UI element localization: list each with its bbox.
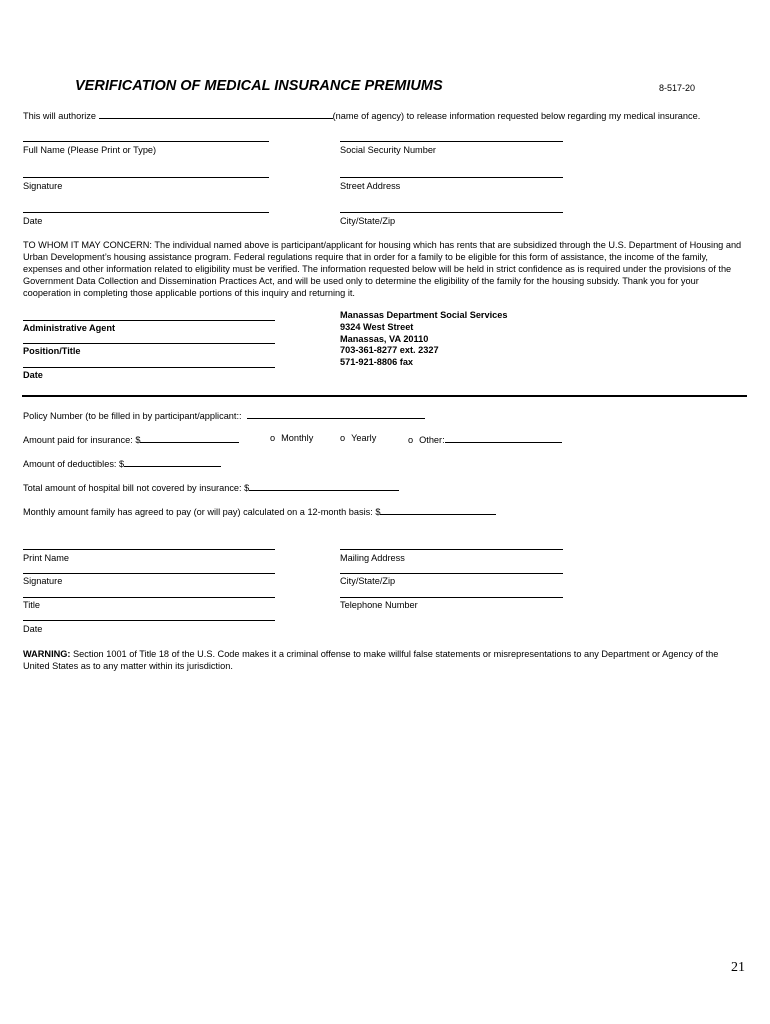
insurer-city-state-zip-label: City/State/Zip: [340, 576, 396, 586]
position-title-label: Position/Title: [23, 346, 81, 356]
hospital-bill-row: [23, 481, 399, 493]
insurer-date-line[interactable]: [23, 620, 275, 621]
full-name-label: Full Name (Please Print or Type): [23, 145, 157, 155]
insurer-title-line[interactable]: [23, 597, 275, 598]
agency-address: [340, 310, 508, 369]
admin-agent-line[interactable]: [23, 320, 275, 321]
position-title-line[interactable]: [23, 343, 275, 344]
agency-city: Manassas, VA 20110: [340, 333, 429, 344]
insurer-signature-line[interactable]: [23, 573, 275, 574]
signature-label: Signature: [23, 181, 63, 191]
city-state-zip-label: City/State/Zip: [340, 216, 396, 226]
authorization-line: [23, 109, 700, 121]
agency-phone: 703-361-8277 ext. 2327: [340, 345, 439, 356]
option-other[interactable]: [408, 433, 562, 445]
agency-street: 9324 West Street: [340, 321, 414, 332]
signature-line[interactable]: [23, 177, 269, 178]
warning-paragraph: [23, 648, 743, 672]
agent-date-line[interactable]: [23, 367, 275, 368]
print-name-label: Print Name: [23, 553, 69, 563]
deductibles-label: Amount of deductibles: $: [23, 459, 125, 469]
agency-fax: 571-921-8806 fax: [340, 357, 414, 368]
street-address-line[interactable]: [340, 177, 563, 178]
hospital-bill-label: Total amount of hospital bill not covered by insurance: $: [23, 483, 250, 493]
telephone-label: Telephone Number: [340, 600, 418, 610]
monthly-pay-field[interactable]: [380, 505, 496, 515]
amount-paid-label: Amount paid for insurance: $: [23, 435, 141, 445]
hospital-bill-field[interactable]: [249, 481, 399, 491]
option-monthly[interactable]: [270, 433, 313, 443]
warning-label: WARNING:: [23, 649, 71, 659]
other-field[interactable]: [445, 433, 562, 443]
ssn-label: Social Security Number: [340, 145, 436, 155]
warning-text: Section 1001 of Title 18 of the U.S. Code makes it a criminal offense to make willful false statements or misrepresentations to any Department or Agency of the United States as to any matter within its jurisdiction.: [23, 649, 719, 672]
telephone-line[interactable]: [340, 597, 563, 598]
agency-name-field[interactable]: [99, 109, 333, 119]
insurer-date-label: Date: [23, 624, 43, 634]
deductibles-row: [23, 457, 221, 469]
radio-circle-icon[interactable]: o: [408, 435, 414, 445]
mailing-address-line[interactable]: [340, 549, 563, 550]
option-yearly[interactable]: [340, 433, 376, 443]
city-state-zip-line[interactable]: [340, 212, 563, 213]
date-label: Date: [23, 216, 43, 226]
amount-paid-label-row: [23, 433, 239, 445]
agency-name: Manassas Department Social Services: [340, 310, 508, 320]
form-title: VERIFICATION OF MEDICAL INSURANCE PREMIUMS: [75, 78, 443, 94]
insurer-signature-label: Signature: [23, 576, 63, 586]
concern-paragraph: TO WHOM IT MAY CONCERN: The individual named above is participant/applicant for housing which has rents that are subsidized through the U.S. Department of Housing and Urban Development’s housing assistance program. Federal regulations require that in order for a family to be eligible for this form of assistance, the income of the family, expenses and other information related to eligibility must be verified. The information requested below will be held in strict confidence as is required under the provisions of the Government Data Collection and Dissemination Practices Act, and will be used only to determine the eligibility of the family for the housing subsidy. Thank you for your cooperation in completing those applicable portions of this inquiry and returning it.: [23, 240, 742, 299]
option-other-label: Other:: [419, 435, 445, 445]
full-name-line[interactable]: [23, 141, 269, 142]
monthly-pay-label: Monthly amount family has agreed to pay (or will pay) calculated on a 12-month basis: $: [23, 507, 381, 517]
deductibles-field[interactable]: [124, 457, 221, 467]
radio-circle-icon[interactable]: o: [270, 433, 276, 443]
ssn-line[interactable]: [340, 141, 563, 142]
admin-agent-label: Administrative Agent: [23, 323, 116, 333]
date-line[interactable]: [23, 212, 269, 213]
authorization-prefix: This will authorize: [23, 111, 97, 121]
insurer-title-label: Title: [23, 600, 41, 610]
form-number: 8-517-20: [659, 83, 696, 93]
section-divider: [22, 395, 747, 397]
street-address-label: Street Address: [340, 181, 401, 191]
authorization-suffix: (name of agency) to release information requested below regarding my medical insurance.: [332, 111, 701, 121]
mailing-address-label: Mailing Address: [340, 553, 405, 563]
insurer-city-state-zip-line[interactable]: [340, 573, 563, 574]
radio-circle-icon[interactable]: o: [340, 433, 346, 443]
policy-number-field[interactable]: [247, 409, 425, 419]
option-monthly-label: Monthly: [281, 433, 314, 443]
amount-paid-field[interactable]: [140, 433, 239, 443]
policy-number-label: Policy Number (to be filled in by participant/applicant::: [23, 411, 242, 421]
agent-date-label: Date: [23, 370, 43, 380]
print-name-line[interactable]: [23, 549, 275, 550]
policy-number-row: [23, 409, 425, 421]
page-number: 21: [731, 960, 745, 975]
monthly-pay-row: [23, 505, 496, 517]
option-yearly-label: Yearly: [351, 433, 377, 443]
